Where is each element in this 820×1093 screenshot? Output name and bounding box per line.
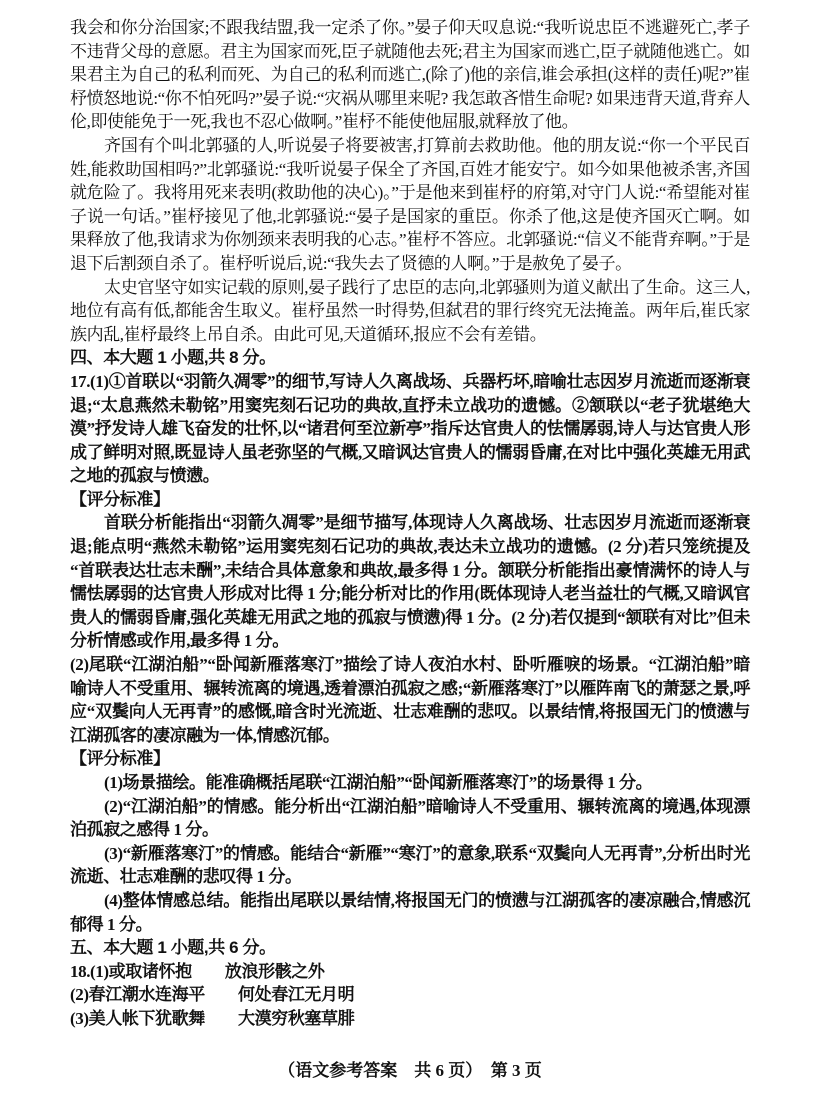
translation-paragraph-2: 齐国有个叫北郭骚的人,听说晏子将要被害,打算前去救助他。他的朋友说:“你一个平民百姓,能救助国相吗?”北郭骚说:“我听说晏子保全了齐国,百姓才能安宁。如今如果他被杀害,齐国就危险了。我将用死来表明(救助他的决心)。”于是他来到崔杼的府第,对守门人说:“希望能对崔子说一句话。”崔杼接见了他,北郭骚说:“晏子是国家的重臣。你杀了他,这是使齐国灭亡啊。如果释放了他,我请求为你刎颈来表明我的心志。”崔杼不答应。北郭骚说:“信义不能背弃啊。”于是退下后割颈自杀了。崔杼听说后,说:“我失去了贤德的人啊。”于是赦免了晏子。	[70, 135, 750, 273]
q18-answer-line-1: 18.(1)或取诸怀抱 放浪形骸之外	[70, 961, 325, 981]
q17-answer-part2: (2)尾联“江湖泊船”“卧闻新雁落寒汀”描绘了诗人夜泊水村、卧听雁唳的场景。“江湖泊船”暗喻诗人不受重用、辗转流离的境遇,透着漂泊孤寂之感;“新雁落寒汀”以雁阵南飞的萧瑟之景,呼应“双鬓向人无再青”的感慨,暗含时光流逝、壮志难酬的悲叹。以景结情,将报国无门的愤懑与江湖孤客的凄凉融为一体,情感沉郁。	[70, 655, 750, 745]
scoring-criteria-label-1: 【评分标准】	[70, 489, 170, 509]
scoring-criteria-2-item-3: (3)“新雁落寒汀”的情感。能结合“新雁”“寒汀”的意象,联系“双鬓向人无再青”,分析出时光流逝、壮志难酬的悲叹得 1 分。	[70, 843, 750, 887]
section-4-heading: 四、本大题 1 小题,共 8 分。	[70, 348, 276, 368]
scoring-criteria-label-2: 【评分标准】	[70, 749, 170, 769]
page-footer: （语文参考答案 共 6 页） 第 3 页	[278, 1061, 542, 1081]
scoring-criteria-2-item-1: (1)场景描绘。能准确概括尾联“江湖泊船”“卧闻新雁落寒汀”的场景得 1 分。	[104, 773, 653, 792]
scoring-criteria-2-item-2: (2)“江湖泊船”的情感。能分析出“江湖泊船”暗喻诗人不受重用、辗转流离的境遇,体现漂泊孤寂之感得 1 分。	[70, 796, 750, 840]
scoring-criteria-2-item-4: (4)整体情感总结。能指出尾联以景结情,将报国无门的愤懑与江湖孤客的凄凉融合,情感沉郁得 1 分。	[70, 890, 750, 934]
translation-paragraph-1: 我会和你分治国家;不跟我结盟,我一定杀了你。”晏子仰天叹息说:“我听说忠臣不逃避死亡,孝子不违背父母的意愿。君主为国家而死,臣子就随他去死;君主为国家而逃亡,臣子就随他逃亡。如果君主为自己的私利而死、为自己的私利而逃亡,(除了)他的亲信,谁会承担(这样的责任)呢?”崔杼愤怒地说:“你不怕死吗?”晏子说:“灾祸从哪里来呢? 我怎敢吝惜生命呢? 如果违背天道,背弃人伦,即使能免于一死,我也不忍心做啊。”崔杼不能使他屈服,就释放了他。	[70, 18, 750, 132]
q18-answer-line-2: (2)春江潮水连海平 何处春江无月明	[70, 985, 355, 1005]
scoring-criteria-1-text: 首联分析能指出“羽箭久凋零”是细节描写,体现诗人久离战场、壮志因岁月流逝而逐渐衰退;能点明“燕然未勒铭”运用窦宪刻石记功的典故,表达未立战功的遗憾。(2 分)若只笼统提及“首联表达壮志未酬”,未结合具体意象和典故,最多得 1 分。颔联分析能指出豪情满怀的诗人与懦怯孱弱的达官贵人形成对比得 1 分;能分析对比的作用(既体现诗人老当益壮的气概,又暗讽官贵人的懦弱昏庸,强化英雄无用武之地的孤寂与愤懑)得 1 分。(2 分)若仅提到“颔联有对比”但未分析情感或作用,最多得 1 分。	[70, 513, 750, 651]
q17-answer-part1: 17.(1)①首联以“羽箭久凋零”的细节,写诗人久离战场、兵器朽坏,暗喻壮志因岁月流逝而逐渐衰退;“太息燕然未勒铭”用窦宪刻石记功的典故,直抒未立战功的遗憾。②颔联以“老子犹堪绝大漠”抒发诗人雄飞奋发的壮怀,以“诸君何至泣新亭”指斥达官贵人的怯懦孱弱,诗人与达官贵人形成了鲜明对照,既显诗人虽老弥坚的气概,又暗讽达官贵人的懦弱昏庸,在对比中强化英雄无用武之地的孤寂与愤懑。	[70, 371, 750, 486]
section-5-heading: 五、本大题 1 小题,共 6 分。	[70, 938, 276, 958]
translation-paragraph-3: 太史官坚守如实记载的原则,晏子践行了忠臣的志向,北郭骚则为道义献出了生命。这三人,地位有高有低,都能舍生取义。崔杼虽然一时得势,但弑君的罪行终究无法掩盖。两年后,崔氏家族内乱,崔杼最终上吊自杀。由此可见,天道循环,报应不会有差错。	[70, 277, 750, 344]
q18-answer-line-3: (3)美人帐下犹歌舞 大漠穷秋塞草腓	[70, 1008, 355, 1028]
